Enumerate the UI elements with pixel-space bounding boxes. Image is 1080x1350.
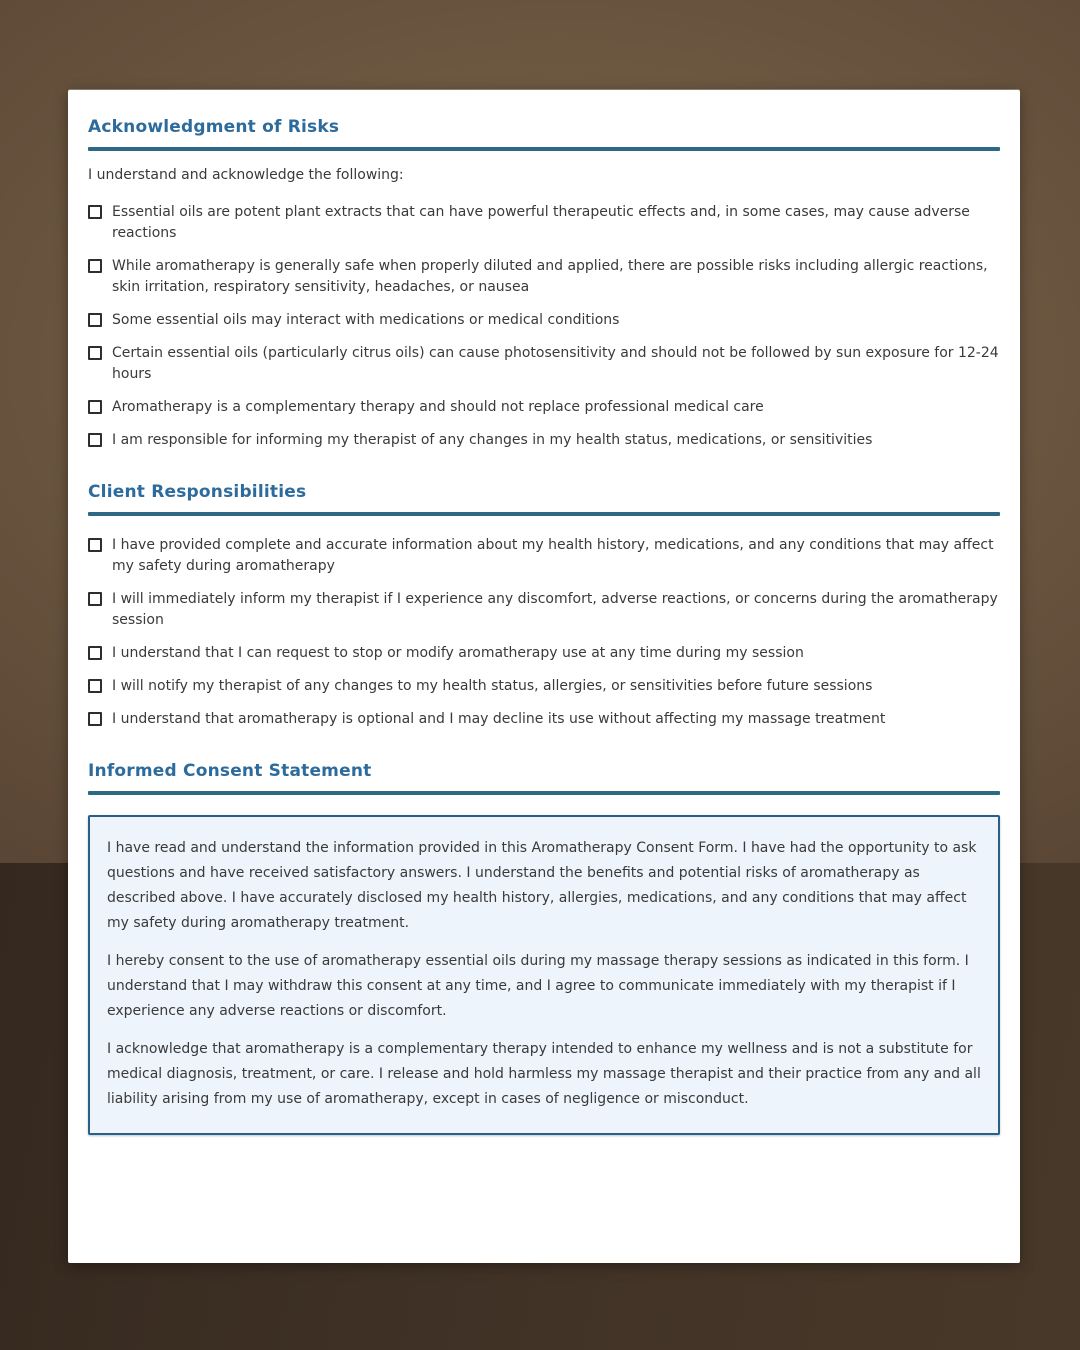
checkbox-label: While aromatherapy is generally safe when properly diluted and applied, there are possible risks including allergic reactions, skin irritation, respiratory sensitivity, headaches, or nausea	[112, 258, 988, 295]
section-divider	[88, 147, 1000, 151]
checkbox[interactable]	[88, 646, 102, 660]
risk-item-row	[88, 430, 1000, 451]
checkbox-label: I have provided complete and accurate information about my health history, medications, and any conditions that may affect my safety during aromatherapy	[112, 537, 994, 574]
checkbox[interactable]	[88, 346, 102, 360]
checkbox-label: I am responsible for informing my therapist of any changes in my health status, medications, or sensitivities	[112, 432, 873, 448]
checkbox-label: Aromatherapy is a complementary therapy and should not replace professional medical care	[112, 399, 764, 415]
consent-paragraph: I acknowledge that aromatherapy is a complementary therapy intended to enhance my wellness and is not a substitute for medical diagnosis, treatment, or care. I release and hold harmless my massage therapist and their practice from any and all liability arising from my use of aromatherapy, except in cases of negligence or misconduct.	[107, 1041, 981, 1107]
section-client-responsibilities	[88, 481, 1000, 730]
consent-paragraph: I have read and understand the information provided in this Aromatherapy Consent Form. I have had the opportunity to ask questions and have received satisfactory answers. I understand the benefits and potential risks of aromatherapy as described above. I have accurately disclosed my health history, allergies, medications, and any conditions that may affect my safety during aromatherapy treatment.	[107, 840, 977, 931]
risk-item-row	[88, 256, 1000, 298]
section-divider	[88, 512, 1000, 516]
risk-item-row	[88, 202, 1000, 244]
responsibility-item-row	[88, 535, 1000, 577]
checkbox-label: Essential oils are potent plant extracts that can have powerful therapeutic effects and, in some cases, may cause adverse reactions	[112, 204, 970, 241]
checkbox[interactable]	[88, 538, 102, 552]
checkbox-label: Some essential oils may interact with medications or medical conditions	[112, 312, 620, 328]
checkbox-label: I will immediately inform my therapist if I experience any discomfort, adverse reactions, or concerns during the aromatherapy session	[112, 591, 998, 628]
consent-paragraph: I hereby consent to the use of aromatherapy essential oils during my massage therapy sessions as indicated in this form. I understand that I may withdraw this consent at any time, and I agree to communicate immediately with my therapist if I experience any adverse reactions or discomfort.	[107, 953, 969, 1019]
section-title: Client Responsibilities	[88, 482, 307, 502]
checkbox-label: I understand that I can request to stop or modify aromatherapy use at any time during my session	[112, 645, 804, 661]
checkbox-label: Certain essential oils (particularly citrus oils) can cause photosensitivity and should not be followed by sun exposure for 12-24 hours	[112, 345, 999, 382]
checkbox[interactable]	[88, 313, 102, 327]
risk-item-row	[88, 343, 1000, 385]
section-intro: I understand and acknowledge the following:	[88, 167, 404, 183]
checkbox-label: I understand that aromatherapy is optional and I may decline its use without affecting my massage treatment	[112, 711, 886, 727]
risk-item-row	[88, 310, 1000, 331]
checkbox-label: I will notify my therapist of any changes to my health status, allergies, or sensitivities before future sessions	[112, 678, 873, 694]
risk-item-row	[88, 397, 1000, 418]
consent-statement-box	[88, 815, 1000, 1135]
section-title: Acknowledgment of Risks	[88, 117, 340, 137]
section-divider	[88, 791, 1000, 795]
checkbox[interactable]	[88, 259, 102, 273]
checkbox[interactable]	[88, 433, 102, 447]
responsibility-item-row	[88, 676, 1000, 697]
checkbox[interactable]	[88, 592, 102, 606]
responsibility-item-row	[88, 589, 1000, 631]
section-informed-consent-statement	[88, 760, 1000, 1135]
responsibility-item-row	[88, 643, 1000, 664]
consent-form-page	[68, 90, 1020, 1263]
checkbox[interactable]	[88, 205, 102, 219]
section-title: Informed Consent Statement	[88, 761, 372, 781]
section-acknowledgment-of-risks	[88, 116, 1000, 451]
checkbox[interactable]	[88, 679, 102, 693]
responsibility-item-row	[88, 709, 1000, 730]
checkbox[interactable]	[88, 400, 102, 414]
checkbox[interactable]	[88, 712, 102, 726]
